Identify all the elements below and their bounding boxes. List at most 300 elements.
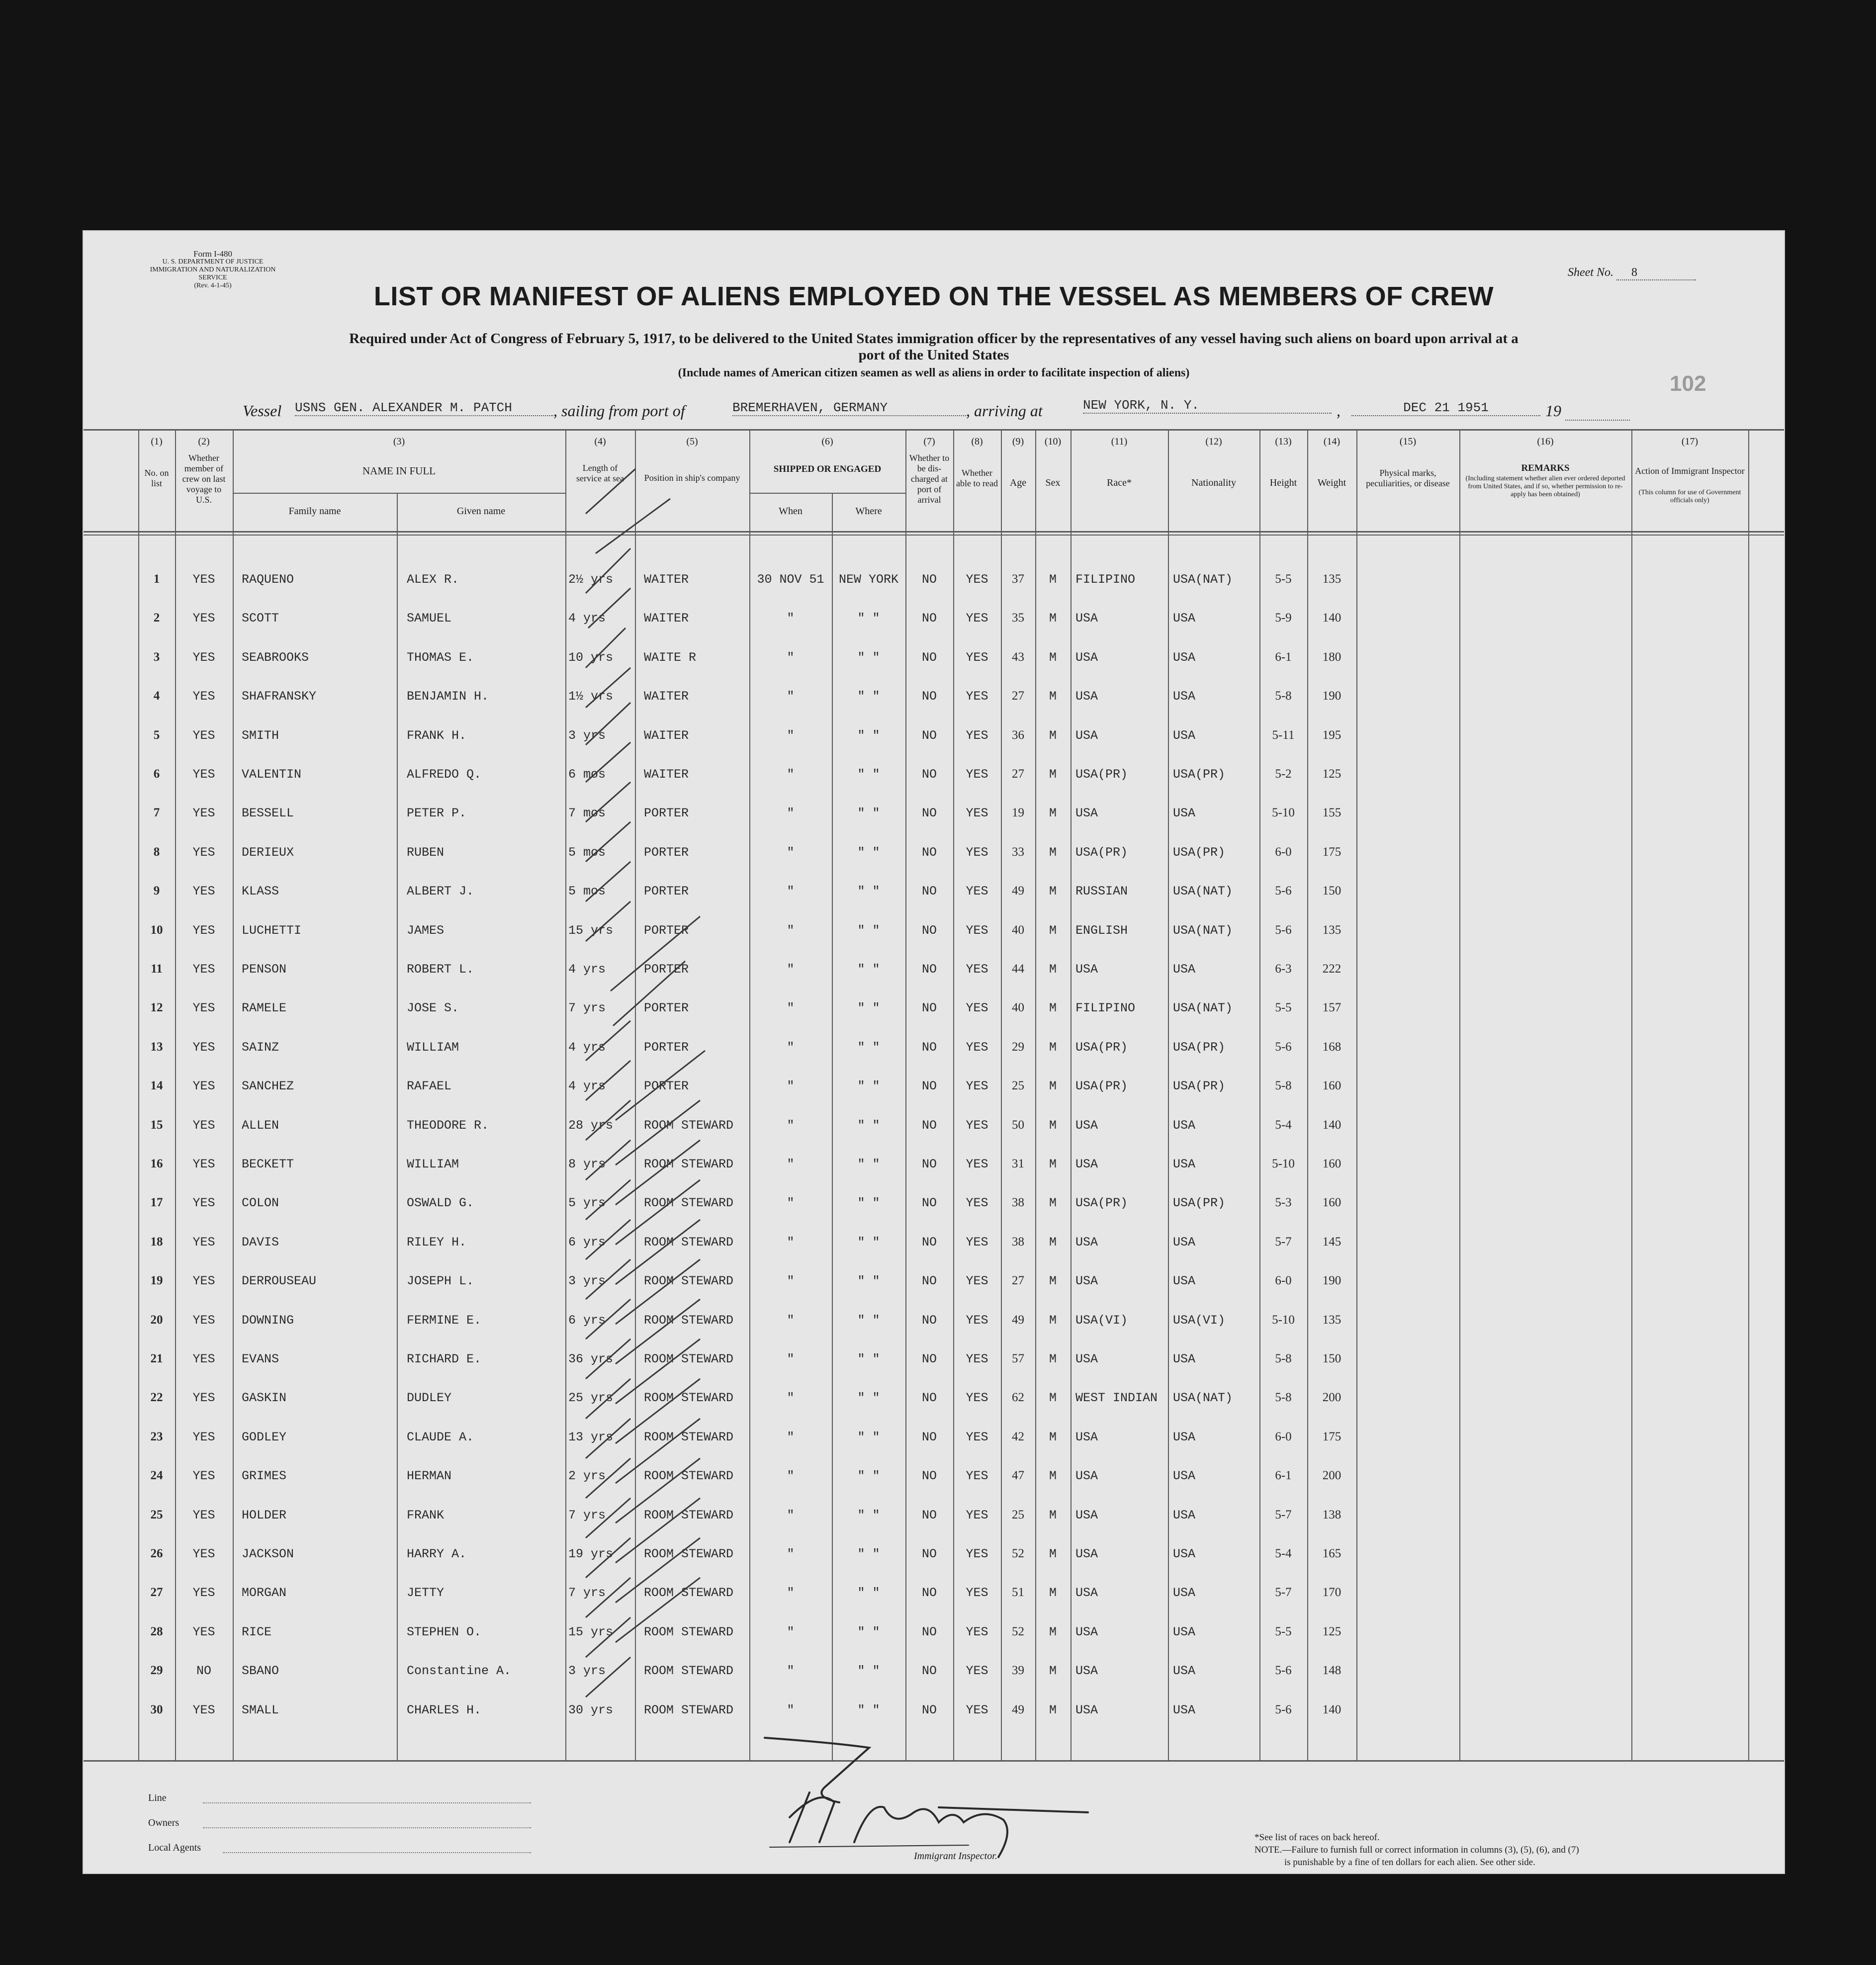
cell-no: 27 — [150, 1586, 163, 1600]
cell-where: " " — [857, 1235, 880, 1250]
cell-height: 5-9 — [1275, 611, 1292, 625]
cell-where: " " — [857, 689, 880, 704]
col-header-age: Age — [1009, 477, 1027, 488]
cell-nationality: USA(NAT) — [1173, 572, 1233, 587]
cell-height: 5-7 — [1275, 1586, 1292, 1600]
year-blank — [1565, 404, 1630, 421]
cell-family-name: SANCHEZ — [242, 1079, 294, 1094]
cell-race: USA(PR) — [1075, 1079, 1128, 1094]
col-header-service: Length of service at sea — [576, 463, 624, 483]
check-mark — [586, 862, 630, 901]
cell-given-name: RUBEN — [407, 845, 445, 860]
cell-where: " " — [857, 1313, 880, 1328]
cell-no: 14 — [150, 1079, 163, 1093]
note-penalty-1: NOTE.—Failure to furnish full or correct information in columns (3), (5), (6), and (7) — [1254, 1845, 1579, 1855]
cell-crew: YES — [192, 1429, 215, 1444]
cell-sex: M — [1049, 1547, 1057, 1561]
cell-nationality: USA(VI) — [1173, 1313, 1226, 1328]
cell-crew: YES — [192, 1702, 215, 1717]
cell-age: 52 — [1012, 1624, 1024, 1638]
cell-race: USA — [1075, 1469, 1098, 1484]
cell-age: 39 — [1012, 1664, 1024, 1678]
cell-weight: 160 — [1322, 1079, 1341, 1093]
cell-where: " " — [857, 806, 880, 821]
check-mark — [586, 1379, 630, 1419]
cell-given-name: RICHARD E. — [407, 1352, 482, 1366]
cell-family-name: SAINZ — [242, 1040, 279, 1055]
cell-service: 3 yrs — [568, 1664, 606, 1679]
cell-where: " " — [857, 1079, 880, 1094]
cell-no: 8 — [153, 845, 160, 859]
col-header-family-name: Family name — [288, 506, 341, 517]
cell-age: 57 — [1012, 1352, 1024, 1365]
cell-nationality: USA(PR) — [1173, 1196, 1226, 1211]
cell-family-name: SCOTT — [242, 611, 279, 626]
cell-race: USA — [1075, 1118, 1098, 1133]
cell-given-name: WILLIAM — [407, 1040, 459, 1055]
cell-no: 5 — [153, 728, 160, 742]
cell-crew: YES — [192, 1624, 215, 1639]
cell-sex: M — [1049, 845, 1057, 860]
cell-sex: M — [1049, 1001, 1057, 1016]
cell-age: 40 — [1012, 1001, 1024, 1015]
cell-position: ROOM STEWARD — [644, 1313, 734, 1328]
cell-nationality: USA — [1173, 728, 1196, 743]
cell-service: 28 yrs — [568, 1118, 614, 1133]
check-mark — [616, 1379, 700, 1443]
table-row — [84, 797, 1784, 836]
cell-age: 35 — [1012, 611, 1024, 625]
check-mark — [586, 703, 630, 745]
cell-when: 30 NOV 51 — [757, 572, 824, 587]
cell-service: 5 mos — [568, 845, 606, 860]
cell-service: 4 yrs — [568, 1040, 606, 1055]
cell-position: ROOM STEWARD — [644, 1624, 734, 1639]
cell-no: 6 — [153, 767, 160, 781]
cell-when: " — [787, 1547, 795, 1561]
voyage-line — [243, 398, 1734, 423]
cell-family-name: GRIMES — [242, 1469, 287, 1484]
footer-owners-field — [148, 1817, 611, 1829]
cell-nationality: USA(NAT) — [1173, 1001, 1233, 1016]
cell-sex: M — [1049, 1664, 1057, 1679]
cell-crew: YES — [192, 1235, 215, 1250]
cell-service: 30 yrs — [568, 1702, 614, 1717]
note-races: *See list of races on back hereof. — [1254, 1832, 1380, 1843]
cell-read: YES — [966, 689, 988, 704]
cell-where: " " — [857, 1586, 880, 1601]
footer-owners-blank — [203, 1817, 531, 1828]
cell-read: YES — [966, 1508, 988, 1522]
check-mark — [616, 1259, 700, 1324]
cell-family-name: BESSELL — [242, 806, 294, 821]
table-row — [84, 836, 1784, 875]
cell-race: USA(VI) — [1075, 1313, 1128, 1328]
cell-weight: 150 — [1322, 1352, 1341, 1365]
cell-read: YES — [966, 1664, 988, 1679]
cell-sex: M — [1049, 1469, 1057, 1484]
cell-discharged: NO — [921, 728, 937, 743]
cell-no: 22 — [150, 1391, 163, 1405]
table-row — [84, 953, 1784, 992]
cell-read: YES — [966, 1040, 988, 1055]
cell-when: " — [787, 767, 795, 782]
signature-stroke — [765, 1738, 869, 1802]
cell-height: 6-3 — [1275, 962, 1292, 976]
cell-sex: M — [1049, 728, 1057, 743]
cell-family-name: DOWNING — [242, 1313, 294, 1328]
cell-service: 6 mos — [568, 767, 606, 782]
cell-no: 24 — [150, 1469, 163, 1483]
cell-age: 47 — [1012, 1469, 1024, 1483]
colnum-11: (11) — [1111, 436, 1128, 447]
table-row — [84, 1616, 1784, 1655]
cell-crew: YES — [192, 845, 215, 860]
cell-family-name: KLASS — [242, 884, 279, 899]
cell-age: 49 — [1012, 1313, 1024, 1327]
cell-age: 27 — [1012, 767, 1024, 781]
colnum-8: (8) — [971, 436, 983, 447]
cell-given-name: RAFAEL — [407, 1079, 452, 1094]
col-header-when: When — [779, 506, 803, 517]
col-header-sex: Sex — [1045, 477, 1061, 488]
cell-race: RUSSIAN — [1075, 884, 1128, 899]
subtitle-line-1: Required under Act of Congress of February 5, 1917, to be delivered to the United States immigration officer by the representatives of any vessel having such aliens on board upon arrival at a — [349, 331, 1519, 347]
cell-service: 4 yrs — [568, 962, 606, 977]
check-mark — [586, 1617, 630, 1657]
cell-sex: M — [1049, 1118, 1057, 1133]
cell-discharged: NO — [921, 767, 937, 782]
cell-weight: 222 — [1322, 962, 1341, 976]
colnum-13: (13) — [1275, 436, 1292, 447]
cell-nationality: USA — [1173, 650, 1196, 665]
cell-where: " " — [857, 1196, 880, 1211]
cell-given-name: OSWALD G. — [407, 1196, 474, 1211]
form-service: IMMIGRATION AND NATURALIZATION SERVICE — [150, 266, 276, 281]
cell-crew: YES — [192, 884, 215, 899]
cell-when: " — [787, 1313, 795, 1328]
footer-agents-blank — [223, 1842, 531, 1853]
cell-read: YES — [966, 1001, 988, 1016]
table-row — [84, 1655, 1784, 1694]
cell-race: USA — [1075, 1547, 1098, 1561]
cell-where: " " — [857, 1547, 880, 1561]
cell-when: " — [787, 728, 795, 743]
cell-when: " — [787, 1274, 795, 1289]
cell-position: ROOM STEWARD — [644, 1274, 734, 1289]
cell-where: " " — [857, 962, 880, 977]
cell-no: 10 — [150, 923, 163, 937]
cell-race: USA — [1075, 1157, 1098, 1171]
check-mark — [586, 1419, 630, 1458]
cell-height: 5-8 — [1275, 689, 1292, 703]
cell-where: " " — [857, 767, 880, 782]
page-title: LIST OR MANIFEST OF ALIENS EMPLOYED ON THE VESSEL AS MEMBERS OF CREW — [373, 281, 1494, 311]
check-mark — [586, 1538, 630, 1578]
cell-age: 40 — [1012, 923, 1024, 937]
cell-nationality: USA(PR) — [1173, 1040, 1226, 1055]
col-header-action: Action of Immigrant Inspector — [1635, 466, 1745, 476]
footer-agents-label: Local Agents — [148, 1842, 201, 1853]
table-row — [84, 641, 1784, 680]
cell-crew: YES — [192, 923, 215, 938]
cell-height: 5-7 — [1275, 1508, 1292, 1521]
col-header-given-name: Given name — [456, 506, 506, 517]
table-row — [84, 1577, 1784, 1615]
cell-where: " " — [857, 923, 880, 938]
cell-race: ENGLISH — [1075, 923, 1128, 938]
cell-sex: M — [1049, 611, 1057, 626]
cell-sex: M — [1049, 1624, 1057, 1639]
cell-nationality: USA — [1173, 1235, 1196, 1250]
cell-position: WAITE R — [644, 650, 697, 665]
cell-sex: M — [1049, 1313, 1057, 1328]
cell-weight: 155 — [1322, 806, 1341, 820]
cell-no: 12 — [150, 1001, 163, 1015]
cell-read: YES — [966, 1391, 988, 1406]
colnum-16: (16) — [1537, 436, 1554, 447]
cell-weight: 145 — [1322, 1235, 1341, 1249]
footer-notes — [1254, 1831, 1762, 1869]
cell-position: PORTER — [644, 1079, 689, 1094]
cell-race: USA(PR) — [1075, 845, 1128, 860]
cell-position: PORTER — [644, 962, 689, 977]
cell-given-name: THEODORE R. — [407, 1118, 489, 1133]
cell-crew: YES — [192, 1508, 215, 1522]
cell-no: 15 — [150, 1118, 163, 1132]
cell-where: " " — [857, 650, 880, 665]
table-row — [84, 1499, 1784, 1538]
cell-discharged: NO — [921, 845, 937, 860]
cell-crew: YES — [192, 962, 215, 977]
check-mark — [616, 1498, 700, 1563]
cell-no: 16 — [150, 1157, 163, 1170]
check-mark — [588, 588, 630, 628]
note-penalty-2: is punishable by a fine of ten dollars for each alien. See other side. — [1284, 1857, 1535, 1868]
stamp-number: 102 — [1670, 371, 1706, 396]
cell-weight: 148 — [1322, 1664, 1341, 1678]
cell-race: USA(PR) — [1075, 1040, 1128, 1055]
col-header-physical: Physical marks, peculiarities, or disease — [1366, 468, 1450, 488]
cell-discharged: NO — [921, 1040, 937, 1055]
table-row — [84, 1265, 1784, 1304]
cell-no: 13 — [150, 1040, 163, 1054]
check-mark — [586, 1339, 630, 1379]
cell-crew: YES — [192, 728, 215, 743]
cell-sex: M — [1049, 1079, 1057, 1094]
cell-age: 42 — [1012, 1429, 1024, 1443]
manifest-sheet — [83, 230, 1785, 1874]
check-mark — [616, 1538, 700, 1603]
cell-family-name: JACKSON — [242, 1547, 294, 1561]
cell-given-name: PETER P. — [407, 806, 467, 821]
cell-family-name: HOLDER — [242, 1508, 287, 1522]
cell-crew: YES — [192, 1313, 215, 1328]
cell-crew: YES — [192, 1547, 215, 1561]
cell-position: ROOM STEWARD — [644, 1157, 734, 1171]
cell-nationality: USA — [1173, 962, 1196, 977]
table-row — [84, 1304, 1784, 1343]
table-row — [84, 680, 1784, 719]
cell-given-name: SAMUEL — [407, 611, 452, 626]
cell-race: USA — [1075, 1274, 1098, 1289]
form-revision: (Rev. 4-1-45) — [194, 282, 232, 289]
cell-where: " " — [857, 1274, 880, 1289]
table-row — [84, 875, 1784, 914]
cell-sex: M — [1049, 1274, 1057, 1289]
cell-no: 20 — [150, 1313, 163, 1327]
col-header-name: NAME IN FULL — [362, 465, 436, 477]
cell-position: PORTER — [644, 1001, 689, 1016]
cell-weight: 160 — [1322, 1196, 1341, 1210]
table-row — [84, 914, 1784, 953]
cell-height: 6-1 — [1275, 650, 1292, 664]
table-row — [84, 1421, 1784, 1460]
cell-nationality: USA — [1173, 1274, 1196, 1289]
cell-sex: M — [1049, 650, 1057, 665]
port-to: NEW YORK, N. Y. — [1083, 398, 1332, 414]
signature-stroke — [770, 1845, 969, 1847]
table-row — [84, 1694, 1784, 1733]
cell-no: 11 — [151, 962, 163, 976]
cell-where: " " — [857, 1702, 880, 1717]
cell-service: 7 mos — [568, 806, 606, 821]
cell-service: 7 yrs — [568, 1508, 606, 1522]
cell-where: " " — [857, 1469, 880, 1484]
cell-family-name: GASKIN — [242, 1391, 287, 1406]
cell-discharged: NO — [921, 1118, 937, 1133]
cell-no: 7 — [153, 806, 160, 820]
cell-service: 7 yrs — [568, 1001, 606, 1016]
cell-given-name: RILEY H. — [407, 1235, 467, 1250]
cell-where: " " — [857, 1508, 880, 1522]
cell-family-name: LUCHETTI — [242, 923, 302, 938]
cell-when: " — [787, 1586, 795, 1601]
cell-discharged: NO — [921, 650, 937, 665]
cell-read: YES — [966, 1429, 988, 1444]
col-header-remarks: REMARKS — [1521, 463, 1570, 473]
colnum-2: (2) — [198, 436, 210, 447]
cell-when: " — [787, 1624, 795, 1639]
cell-service: 7 yrs — [568, 1586, 606, 1601]
cell-weight: 190 — [1322, 689, 1341, 703]
cell-when: " — [787, 806, 795, 821]
check-mark — [586, 901, 630, 941]
cell-position: ROOM STEWARD — [644, 1118, 734, 1133]
check-mark — [586, 1657, 630, 1697]
cell-crew: YES — [192, 806, 215, 821]
cell-crew: YES — [192, 767, 215, 782]
cell-given-name: CLAUDE A. — [407, 1429, 474, 1444]
cell-discharged: NO — [921, 1391, 937, 1406]
table-row — [84, 1109, 1784, 1148]
cell-discharged: NO — [921, 1196, 937, 1211]
cell-weight: 170 — [1322, 1586, 1341, 1600]
cell-discharged: NO — [921, 1624, 937, 1639]
cell-height: 5-6 — [1275, 923, 1292, 937]
cell-height: 6-0 — [1275, 845, 1292, 859]
cell-nationality: USA(PR) — [1173, 845, 1226, 860]
cell-race: FILIPINO — [1075, 1001, 1136, 1016]
colnum-12: (12) — [1205, 436, 1222, 447]
cell-discharged: NO — [921, 1664, 937, 1679]
cell-race: WEST INDIAN — [1075, 1391, 1158, 1406]
colnum-15: (15) — [1399, 436, 1417, 447]
cell-age: 51 — [1012, 1586, 1024, 1600]
cell-age: 25 — [1012, 1508, 1024, 1521]
date-comma: , — [1337, 402, 1340, 420]
cell-service: 8 yrs — [568, 1157, 606, 1171]
cell-age: 62 — [1012, 1391, 1024, 1405]
cell-crew: NO — [196, 1664, 211, 1679]
col-header-read: Whether able to read — [956, 468, 998, 488]
check-mark — [586, 1498, 630, 1538]
cell-position: ROOM STEWARD — [644, 1664, 734, 1679]
cell-family-name: DERROUSEAU — [242, 1274, 317, 1289]
cell-crew: YES — [192, 1040, 215, 1055]
cell-when: " — [787, 611, 795, 626]
cell-given-name: BENJAMIN H. — [407, 689, 489, 704]
cell-read: YES — [966, 806, 988, 821]
cell-weight: 138 — [1322, 1508, 1341, 1521]
cell-height: 5-8 — [1275, 1352, 1292, 1365]
cell-given-name: HARRY A. — [407, 1547, 467, 1561]
check-mark — [586, 1061, 630, 1100]
check-mark — [616, 1220, 700, 1284]
cell-where: " " — [857, 1664, 880, 1679]
cell-nationality: USA — [1173, 1664, 1196, 1679]
cell-read: YES — [966, 728, 988, 743]
sheet-number — [1568, 266, 1696, 280]
cell-when: " — [787, 1196, 795, 1211]
cell-given-name: FRANK — [407, 1508, 445, 1522]
check-marks — [556, 459, 814, 1742]
cell-height: 5-6 — [1275, 1040, 1292, 1054]
vessel-label: Vessel — [243, 402, 282, 420]
cell-when: " — [787, 1702, 795, 1717]
cell-no: 26 — [150, 1547, 163, 1560]
cell-read: YES — [966, 923, 988, 938]
cell-service: 1½ yrs — [568, 689, 614, 704]
cell-position: PORTER — [644, 845, 689, 860]
table-row — [84, 1031, 1784, 1070]
cell-read: YES — [966, 962, 988, 977]
cell-position: WAITER — [644, 611, 689, 626]
cell-discharged: NO — [921, 689, 937, 704]
cell-weight: 135 — [1322, 1313, 1341, 1327]
cell-discharged: NO — [921, 611, 937, 626]
cell-when: " — [787, 1157, 795, 1171]
cell-no: 28 — [150, 1624, 163, 1638]
cell-position: PORTER — [644, 806, 689, 821]
cell-where: " " — [857, 1429, 880, 1444]
footer-line-blank — [203, 1792, 531, 1803]
cell-weight: 140 — [1322, 1702, 1341, 1716]
cell-given-name: THOMAS E. — [407, 650, 474, 665]
cell-discharged: NO — [921, 1157, 937, 1171]
manifest-rows — [84, 429, 1784, 1762]
cell-family-name: SEABROOKS — [242, 650, 309, 665]
check-mark — [586, 1021, 630, 1061]
cell-no: 3 — [153, 650, 160, 664]
check-mark — [596, 499, 670, 553]
cell-weight: 175 — [1322, 845, 1341, 859]
cell-when: " — [787, 1040, 795, 1055]
cell-nationality: USA — [1173, 611, 1196, 626]
check-mark — [613, 961, 685, 1026]
cell-read: YES — [966, 767, 988, 782]
form-department: U. S. DEPARTMENT OF JUSTICE — [162, 258, 264, 266]
